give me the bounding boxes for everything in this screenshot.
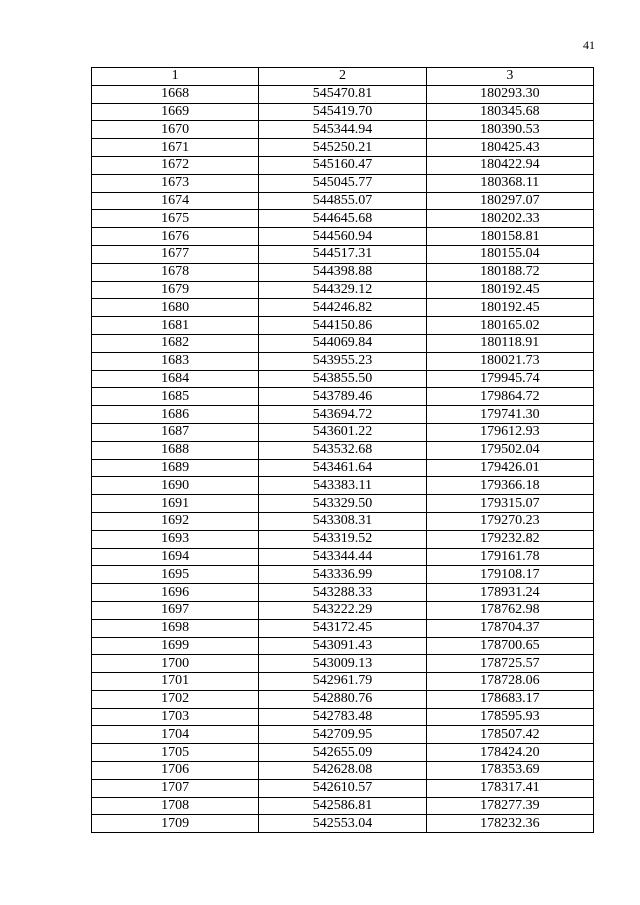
point-number-cell: 1671 (92, 139, 259, 157)
point-number-cell: 1700 (92, 655, 259, 673)
y-coordinate-cell: 179161.78 (426, 548, 593, 566)
y-coordinate-cell: 179366.18 (426, 477, 593, 495)
y-coordinate-cell: 179426.01 (426, 459, 593, 477)
table-row (92, 815, 594, 833)
table-row (92, 406, 594, 424)
column-header-2: 2 (259, 68, 426, 86)
table-row (92, 228, 594, 246)
x-coordinate-cell: 542709.95 (259, 726, 426, 744)
x-coordinate-cell: 543288.33 (259, 584, 426, 602)
table-body (92, 85, 594, 832)
y-coordinate-cell: 178728.06 (426, 673, 593, 691)
x-coordinate-cell: 543009.13 (259, 655, 426, 673)
y-coordinate-cell: 178700.65 (426, 637, 593, 655)
x-coordinate-cell: 545160.47 (259, 156, 426, 174)
x-coordinate-cell: 543172.45 (259, 619, 426, 637)
y-coordinate-cell: 178931.24 (426, 584, 593, 602)
table-row (92, 121, 594, 139)
coordinates-table (91, 67, 594, 833)
x-coordinate-cell: 542628.08 (259, 762, 426, 780)
table-row (92, 495, 594, 513)
table-row (92, 548, 594, 566)
table-row (92, 619, 594, 637)
point-number-cell: 1668 (92, 85, 259, 103)
table-row (92, 655, 594, 673)
x-coordinate-cell: 544855.07 (259, 192, 426, 210)
table-row (92, 673, 594, 691)
x-coordinate-cell: 543383.11 (259, 477, 426, 495)
table-row (92, 601, 594, 619)
y-coordinate-cell: 179315.07 (426, 495, 593, 513)
y-coordinate-cell: 179232.82 (426, 530, 593, 548)
point-number-cell: 1689 (92, 459, 259, 477)
table-row (92, 762, 594, 780)
y-coordinate-cell: 178424.20 (426, 744, 593, 762)
x-coordinate-cell: 543601.22 (259, 423, 426, 441)
x-coordinate-cell: 544398.88 (259, 263, 426, 281)
table-row (92, 174, 594, 192)
point-number-cell: 1691 (92, 495, 259, 513)
point-number-cell: 1673 (92, 174, 259, 192)
point-number-cell: 1682 (92, 334, 259, 352)
x-coordinate-cell: 544645.68 (259, 210, 426, 228)
table-row (92, 423, 594, 441)
y-coordinate-cell: 178507.42 (426, 726, 593, 744)
x-coordinate-cell: 543694.72 (259, 406, 426, 424)
x-coordinate-cell: 544069.84 (259, 334, 426, 352)
point-number-cell: 1707 (92, 779, 259, 797)
x-coordinate-cell: 545045.77 (259, 174, 426, 192)
point-number-cell: 1693 (92, 530, 259, 548)
y-coordinate-cell: 178317.41 (426, 779, 593, 797)
table-row (92, 210, 594, 228)
point-number-cell: 1702 (92, 690, 259, 708)
point-number-cell: 1674 (92, 192, 259, 210)
point-number-cell: 1675 (92, 210, 259, 228)
x-coordinate-cell: 543308.31 (259, 512, 426, 530)
point-number-cell: 1698 (92, 619, 259, 637)
point-number-cell: 1704 (92, 726, 259, 744)
point-number-cell: 1678 (92, 263, 259, 281)
x-coordinate-cell: 544329.12 (259, 281, 426, 299)
point-number-cell: 1696 (92, 584, 259, 602)
point-number-cell: 1681 (92, 317, 259, 335)
table-row (92, 477, 594, 495)
x-coordinate-cell: 544517.31 (259, 245, 426, 263)
table-row (92, 459, 594, 477)
y-coordinate-cell: 180390.53 (426, 121, 593, 139)
y-coordinate-cell: 178353.69 (426, 762, 593, 780)
table-row (92, 317, 594, 335)
table-row (92, 637, 594, 655)
table-row (92, 744, 594, 762)
y-coordinate-cell: 179612.93 (426, 423, 593, 441)
table-row (92, 388, 594, 406)
y-coordinate-cell: 178277.39 (426, 797, 593, 815)
y-coordinate-cell: 179864.72 (426, 388, 593, 406)
point-number-cell: 1685 (92, 388, 259, 406)
point-number-cell: 1679 (92, 281, 259, 299)
x-coordinate-cell: 542553.04 (259, 815, 426, 833)
x-coordinate-cell: 545470.81 (259, 85, 426, 103)
point-number-cell: 1680 (92, 299, 259, 317)
header-row (92, 68, 594, 86)
column-header-3: 3 (426, 68, 593, 86)
y-coordinate-cell: 178683.17 (426, 690, 593, 708)
point-number-cell: 1695 (92, 566, 259, 584)
y-coordinate-cell: 180368.11 (426, 174, 593, 192)
x-coordinate-cell: 543319.52 (259, 530, 426, 548)
y-coordinate-cell: 179741.30 (426, 406, 593, 424)
point-number-cell: 1688 (92, 441, 259, 459)
x-coordinate-cell: 542783.48 (259, 708, 426, 726)
y-coordinate-cell: 178704.37 (426, 619, 593, 637)
x-coordinate-cell: 543461.64 (259, 459, 426, 477)
point-number-cell: 1709 (92, 815, 259, 833)
x-coordinate-cell: 543336.99 (259, 566, 426, 584)
point-number-cell: 1690 (92, 477, 259, 495)
table-row (92, 530, 594, 548)
y-coordinate-cell: 179502.04 (426, 441, 593, 459)
y-coordinate-cell: 180202.33 (426, 210, 593, 228)
y-coordinate-cell: 179270.23 (426, 512, 593, 530)
x-coordinate-cell: 543789.46 (259, 388, 426, 406)
x-coordinate-cell: 543955.23 (259, 352, 426, 370)
point-number-cell: 1703 (92, 708, 259, 726)
point-number-cell: 1672 (92, 156, 259, 174)
point-number-cell: 1683 (92, 352, 259, 370)
y-coordinate-cell: 179108.17 (426, 566, 593, 584)
y-coordinate-cell: 180192.45 (426, 299, 593, 317)
x-coordinate-cell: 544150.86 (259, 317, 426, 335)
table-row (92, 708, 594, 726)
x-coordinate-cell: 545344.94 (259, 121, 426, 139)
y-coordinate-cell: 180118.91 (426, 334, 593, 352)
y-coordinate-cell: 180422.94 (426, 156, 593, 174)
table-row (92, 139, 594, 157)
y-coordinate-cell: 178232.36 (426, 815, 593, 833)
point-number-cell: 1669 (92, 103, 259, 121)
point-number-cell: 1686 (92, 406, 259, 424)
x-coordinate-cell: 543091.43 (259, 637, 426, 655)
table-header (92, 68, 594, 86)
table-row (92, 584, 594, 602)
y-coordinate-cell: 178762.98 (426, 601, 593, 619)
y-coordinate-cell: 180155.04 (426, 245, 593, 263)
x-coordinate-cell: 543329.50 (259, 495, 426, 513)
x-coordinate-cell: 542586.81 (259, 797, 426, 815)
y-coordinate-cell: 178595.93 (426, 708, 593, 726)
table-row (92, 352, 594, 370)
point-number-cell: 1706 (92, 762, 259, 780)
x-coordinate-cell: 542610.57 (259, 779, 426, 797)
table-row (92, 690, 594, 708)
y-coordinate-cell: 180345.68 (426, 103, 593, 121)
y-coordinate-cell: 180188.72 (426, 263, 593, 281)
x-coordinate-cell: 542655.09 (259, 744, 426, 762)
y-coordinate-cell: 180165.02 (426, 317, 593, 335)
y-coordinate-cell: 180192.45 (426, 281, 593, 299)
table-row (92, 103, 594, 121)
x-coordinate-cell: 545419.70 (259, 103, 426, 121)
table-row (92, 512, 594, 530)
y-coordinate-cell: 180021.73 (426, 352, 593, 370)
x-coordinate-cell: 543532.68 (259, 441, 426, 459)
table-row (92, 334, 594, 352)
y-coordinate-cell: 180297.07 (426, 192, 593, 210)
point-number-cell: 1708 (92, 797, 259, 815)
x-coordinate-cell: 542961.79 (259, 673, 426, 691)
point-number-cell: 1701 (92, 673, 259, 691)
table-row (92, 245, 594, 263)
point-number-cell: 1687 (92, 423, 259, 441)
x-coordinate-cell: 544560.94 (259, 228, 426, 246)
point-number-cell: 1694 (92, 548, 259, 566)
point-number-cell: 1705 (92, 744, 259, 762)
x-coordinate-cell: 545250.21 (259, 139, 426, 157)
y-coordinate-cell: 180293.30 (426, 85, 593, 103)
table-row (92, 281, 594, 299)
table-row (92, 192, 594, 210)
y-coordinate-cell: 180425.43 (426, 139, 593, 157)
x-coordinate-cell: 542880.76 (259, 690, 426, 708)
table-row (92, 779, 594, 797)
table-row (92, 726, 594, 744)
point-number-cell: 1684 (92, 370, 259, 388)
y-coordinate-cell: 179945.74 (426, 370, 593, 388)
table-row (92, 797, 594, 815)
point-number-cell: 1697 (92, 601, 259, 619)
table-row (92, 156, 594, 174)
y-coordinate-cell: 180158.81 (426, 228, 593, 246)
point-number-cell: 1677 (92, 245, 259, 263)
table-row (92, 85, 594, 103)
x-coordinate-cell: 543855.50 (259, 370, 426, 388)
point-number-cell: 1676 (92, 228, 259, 246)
table-row (92, 566, 594, 584)
table-row (92, 370, 594, 388)
table-row (92, 441, 594, 459)
table-row (92, 263, 594, 281)
point-number-cell: 1692 (92, 512, 259, 530)
point-number-cell: 1699 (92, 637, 259, 655)
x-coordinate-cell: 544246.82 (259, 299, 426, 317)
point-number-cell: 1670 (92, 121, 259, 139)
table-row (92, 299, 594, 317)
x-coordinate-cell: 543222.29 (259, 601, 426, 619)
column-header-1: 1 (92, 68, 259, 86)
x-coordinate-cell: 543344.44 (259, 548, 426, 566)
page-number: 41 (583, 38, 595, 52)
y-coordinate-cell: 178725.57 (426, 655, 593, 673)
